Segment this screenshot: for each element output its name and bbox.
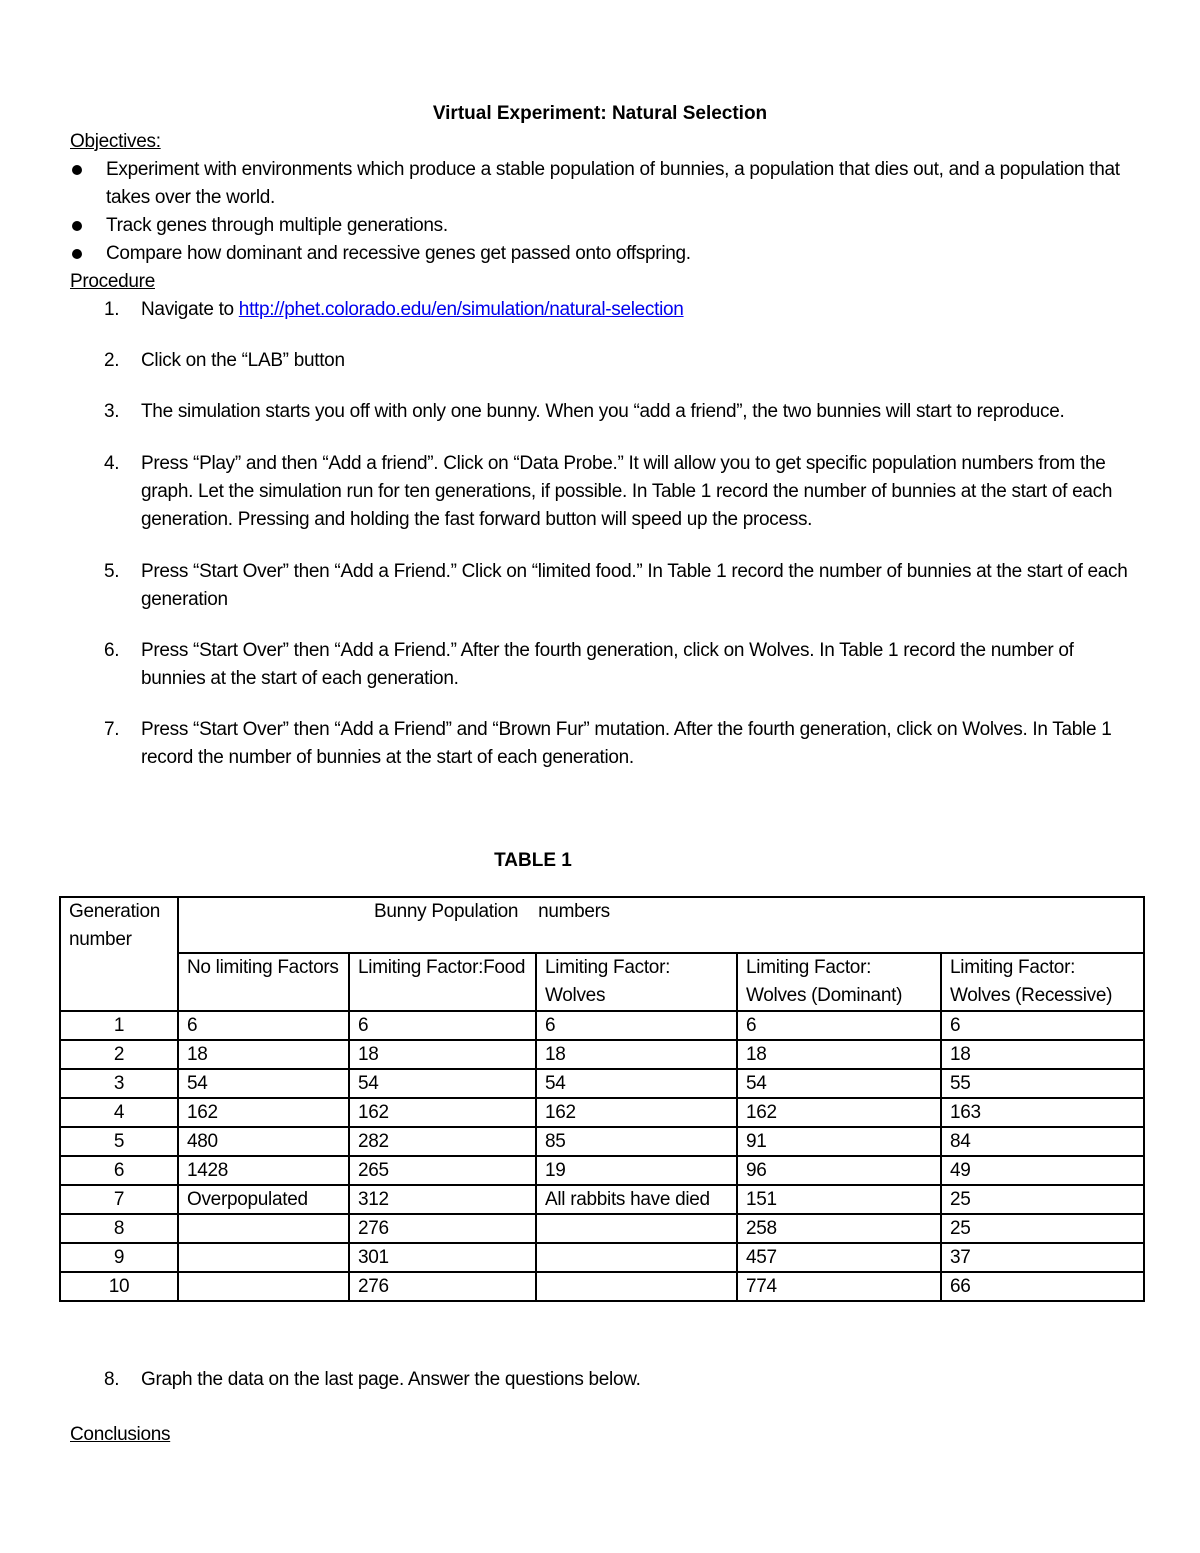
population-cell: 151 [737,1185,941,1214]
step-text: Press “Play” and then “Add a friend”. Click on “Data Probe.” It will allow you to get specific population numbers from the graph. Let the simulation run for ten generations, if possible. In Table 1 record the number of bunnies at the start of each generation. Pressing and holding the fast forward button will speed up the process. [141,453,1113,530]
column-header: Limiting Factor:Food [349,953,536,1011]
population-cell: 162 [536,1098,737,1127]
population-cell: 18 [536,1040,737,1069]
population-cell: 6 [737,1011,941,1040]
population-cell: 6 [178,1011,349,1040]
population-cell: 162 [178,1098,349,1127]
generation-cell: 5 [60,1127,178,1156]
population-cell: 91 [737,1127,941,1156]
step-text: Graph the data on the last page. Answer the questions below. [141,1369,641,1390]
population-cell: 276 [349,1214,536,1243]
population-cell: 18 [178,1040,349,1069]
objective-item [70,212,1150,240]
population-cell: Overpopulated [178,1185,349,1214]
generation-cell: 10 [60,1272,178,1301]
document-title: Virtual Experiment: Natural Selection [432,103,768,124]
conclusions-heading: Conclusions [70,1424,171,1445]
step-number: 2. [104,350,120,371]
population-cell: 162 [737,1098,941,1127]
population-cell: 54 [536,1069,737,1098]
population-cell: 6 [349,1011,536,1040]
step-number: 5. [104,561,120,582]
population-cell: All rabbits have died [536,1185,737,1214]
population-cell: 25 [941,1185,1144,1214]
population-cell [178,1272,349,1301]
population-cell: 54 [178,1069,349,1098]
generation-cell: 3 [60,1069,178,1098]
objective-item [70,240,1150,268]
generation-header: Generation number [60,897,178,1011]
objective-item [70,156,1150,212]
population-cell: 1428 [178,1156,349,1185]
population-cell: 96 [737,1156,941,1185]
table-row [60,1243,1144,1272]
column-header: Limiting Factor: Wolves (Dominant) [737,953,941,1011]
bullet-icon [72,165,82,175]
step-text: Click on the “LAB” button [141,350,345,371]
step-number: 1. [104,299,120,320]
step-number: 3. [104,401,120,422]
population-table [59,896,1145,1302]
step-number: 6. [104,640,120,661]
population-cell: 18 [349,1040,536,1069]
table-row [60,1011,1144,1040]
table-row [60,1272,1144,1301]
population-cell: 6 [536,1011,737,1040]
step-number: 8. [104,1369,120,1390]
generation-cell: 2 [60,1040,178,1069]
step-number: 7. [104,719,120,740]
population-cell: 18 [737,1040,941,1069]
population-cell: 54 [349,1069,536,1098]
step-number: 4. [104,453,120,474]
population-cell [536,1214,737,1243]
bullet-icon [72,249,82,259]
population-cell: 85 [536,1127,737,1156]
step-text: Press “Start Over” then “Add a Friend.” Click on “limited food.” In Table 1 record the number of bunnies at the start of each generation [141,561,1128,610]
procedure-heading: Procedure [70,271,155,292]
population-cell: 19 [536,1156,737,1185]
generation-cell: 1 [60,1011,178,1040]
population-cell: 301 [349,1243,536,1272]
population-cell [536,1243,737,1272]
population-cell: 258 [737,1214,941,1243]
generation-cell: 6 [60,1156,178,1185]
population-cell: 282 [349,1127,536,1156]
population-cell: 457 [737,1243,941,1272]
table-row [60,1185,1144,1214]
column-header: Limiting Factor: Wolves [536,953,737,1011]
table-row [60,1156,1144,1185]
simulation-link[interactable]: http://phet.colorado.edu/en/simulation/natural-selection [238,299,684,320]
objectives-heading: Objectives: [70,131,161,152]
population-cell: 37 [941,1243,1144,1272]
step-text: The simulation starts you off with only one bunny. When you “add a friend”, the two bunnies will start to reproduce. [141,401,1065,422]
objective-text: Compare how dominant and recessive genes get passed onto offspring. [106,243,691,264]
population-cell: 54 [737,1069,941,1098]
column-header: No limiting Factors [178,953,349,1011]
population-cell: 163 [941,1098,1144,1127]
column-header: Limiting Factor: Wolves (Recessive) [941,953,1144,1011]
population-cell [178,1243,349,1272]
table-title: TABLE 1 [494,850,572,871]
generation-cell: 4 [60,1098,178,1127]
population-cell: 265 [349,1156,536,1185]
generation-cell: 9 [60,1243,178,1272]
population-cell [178,1214,349,1243]
population-cell: 276 [349,1272,536,1301]
table-row [60,1098,1144,1127]
population-cell: 774 [737,1272,941,1301]
population-cell: 84 [941,1127,1144,1156]
step-text: Press “Start Over” then “Add a Friend.” After the fourth generation, click on Wolves. In Table 1 record the number of bunnies at the start of each generation. [141,640,1074,689]
population-cell [536,1272,737,1301]
population-cell: 312 [349,1185,536,1214]
bullet-icon [72,221,82,231]
population-cell: 6 [941,1011,1144,1040]
population-cell: 480 [178,1127,349,1156]
table-row [60,1214,1144,1243]
population-header: Bunny Population numbers [178,897,1144,953]
objective-text: Track genes through multiple generations. [106,215,448,236]
step-text: Navigate to [141,299,239,320]
objective-text: Experiment with environments which produce a stable population of bunnies, a population that dies out, and a population that takes over the world. [106,159,1120,208]
population-cell: 18 [941,1040,1144,1069]
table-row [60,1069,1144,1098]
population-cell: 162 [349,1098,536,1127]
population-cell: 55 [941,1069,1144,1098]
table-row [60,1040,1144,1069]
generation-cell: 7 [60,1185,178,1214]
population-cell: 25 [941,1214,1144,1243]
step-text: Press “Start Over” then “Add a Friend” and “Brown Fur” mutation. After the fourth generation, click on Wolves. In Table 1 record the number of bunnies at the start of each generation. [141,719,1112,768]
generation-cell: 8 [60,1214,178,1243]
table-row [60,1127,1144,1156]
population-cell: 49 [941,1156,1144,1185]
population-cell: 66 [941,1272,1144,1301]
